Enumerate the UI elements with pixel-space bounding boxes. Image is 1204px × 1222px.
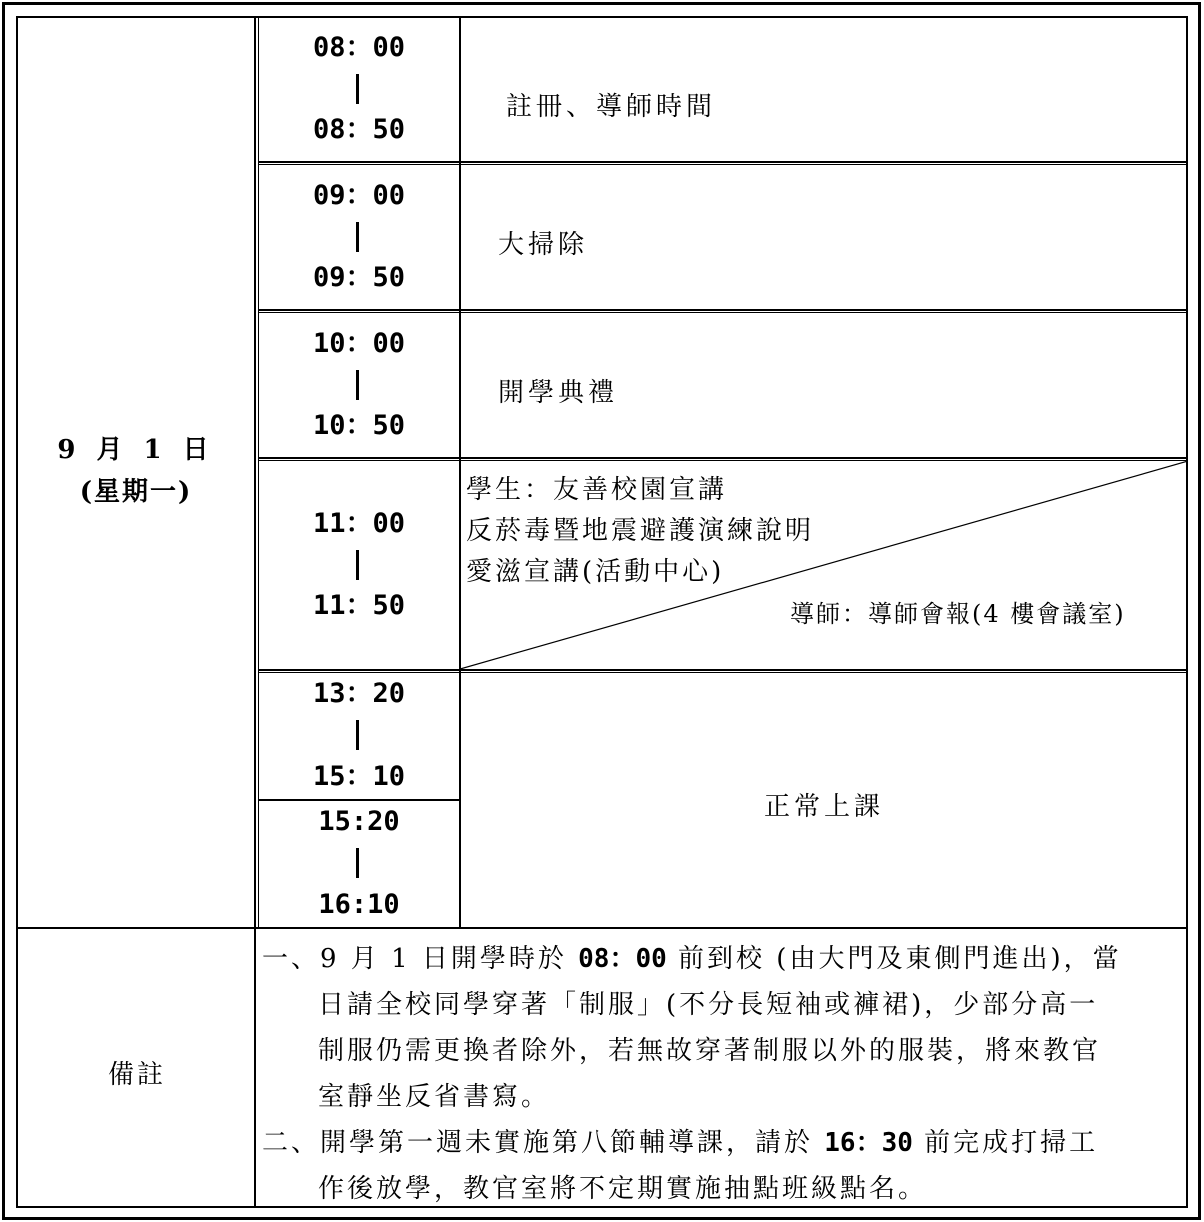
hline-row4b: [258, 672, 1188, 673]
hline-row5: [258, 799, 461, 801]
activity-students-line2: 反菸毒暨地震避護演練說明: [466, 516, 815, 546]
time-separator-3: [356, 370, 359, 400]
hline-row1: [258, 161, 1188, 163]
note-1-line2: 日請全校同學穿著「制服」(不分長短袖或褲裙)，少部分高一: [318, 990, 1099, 1020]
activity-students-line3: 愛滋宣講(活動中心): [466, 557, 725, 587]
date-cell: [16, 430, 256, 514]
note-1-line4: 室靜坐反省書寫。: [318, 1082, 551, 1112]
time-start-4: 11：00: [312, 508, 406, 539]
time-start-6: 15:20: [318, 806, 400, 837]
time-separator-6: [356, 848, 359, 878]
time-separator-5: [356, 720, 359, 750]
time-end-2: 09：50: [312, 262, 406, 293]
activity-cleaning: 大掃除: [498, 230, 589, 260]
vline-time-col-a: [258, 16, 259, 928]
time-separator-4: [356, 550, 359, 580]
activity-regular-class: 正常上課: [764, 792, 885, 822]
weekday-text: (星期一): [79, 477, 193, 507]
notes-label: 備註: [108, 1060, 167, 1090]
activity-students-line1: 學生：友善校園宣講: [466, 475, 728, 505]
time-start-2: 09：00: [312, 180, 406, 211]
time-end-3: 10：50: [312, 410, 406, 441]
note-1-line1: 一、9 月 1 日開學時於 08：00 前到校 (由大門及東側門進出)，當: [262, 944, 1122, 974]
time-start-5: 13：20: [312, 678, 406, 709]
vline-date-col: [254, 16, 256, 1208]
time-end-1: 08：50: [312, 114, 406, 145]
note-2-line1: 二、開學第一週未實施第八節輔導課，請於 16：30 前完成打掃工: [262, 1128, 1099, 1158]
date-text: 9 月 1 日: [57, 435, 215, 465]
activity-teachers: 導師：導師會報(4 樓會議室): [790, 600, 1126, 628]
note-1-line3: 制服仍需更換者除外，若無故穿著制服以外的服裝，將來教官: [318, 1036, 1102, 1066]
time-end-6: 16:10: [318, 889, 400, 920]
hline-row3: [258, 457, 1188, 459]
hline-row2: [258, 309, 1188, 311]
activity-ceremony: 開學典禮: [498, 378, 619, 408]
note-2-line2: 作後放學，教官室將不定期實施抽點班級點名。: [318, 1174, 928, 1204]
note-item-1: [262, 936, 1187, 1120]
time-start-1: 08：00: [312, 32, 406, 63]
note-item-2: [262, 1120, 1187, 1212]
time-end-5: 15：10: [312, 761, 406, 792]
hline-notes: [16, 927, 1188, 929]
time-separator-2: [356, 222, 359, 252]
hline-row1b: [258, 164, 1188, 165]
time-end-4: 11：50: [312, 590, 406, 621]
time-start-3: 10：00: [312, 328, 406, 359]
hline-row2b: [258, 312, 1188, 313]
activity-registration: 註冊、導師時間: [506, 92, 717, 122]
time-separator-1: [356, 74, 359, 104]
